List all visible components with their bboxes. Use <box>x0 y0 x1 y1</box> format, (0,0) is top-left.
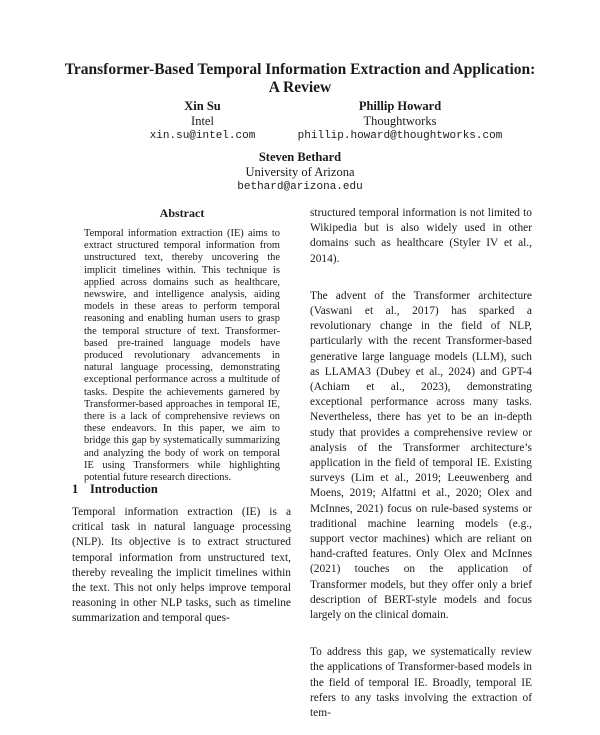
author-block-2 <box>280 99 520 144</box>
author-name: Phillip Howard <box>358 99 442 113</box>
abstract-heading: Abstract <box>159 206 205 220</box>
author-name: Xin Su <box>184 99 221 113</box>
author-block-3 <box>200 150 400 195</box>
author-email: phillip.howard@thoughtworks.com <box>297 130 503 142</box>
intro-paragraph: Temporal information extraction (IE) is a critical task in natural language processing (NLP). Its objective is to extract structured temporal information from unstructured text, thereby revealing the implicit timelines within the text. This not only helps improve temporal reasoning in other NLP tasks, such as timeline summarization and temporal ques- <box>72 506 291 625</box>
body-paragraph-3: To address this gap, we systematically review the applications of Transformer-based models in the field of temporal IE. Broadly, temporal IE refers to any tasks involving the extraction of tem- <box>310 646 532 720</box>
body-paragraph-2: The advent of the Transformer architecture (Vaswani et al., 2017) has sparked a revolutionary change in the field of NLP, particularly with the recent Transformer-based generative large language models (LLM), such as LLAMA3 (Dubey et al., 2024) and GPT-4 (Achiam et al., 2023), demonstrating exceptional performance across many tasks. Nevertheless, there has yet to be an in-depth study that provides a comprehensive review or analysis of the Transformer architecture’s application in the field of temporal IE. Existing surveys (Lim et al., 2019; Leeuwenberg and Moens, 2019; Alfattni et al., 2020; Olex and McInnes, 2021) focus on rule-based systems or traditional machine learning models (e.g., support vector machines) which are reliant on hand-crafted features. Only Olex and McInnes (2021) touches on the application of Transformer models, but they offer only a brief description of BERT-style models and focus largely on the clinical domain. <box>310 289 532 622</box>
author-affiliation: Thoughtworks <box>363 114 437 128</box>
introduction-section <box>72 482 291 641</box>
right-column <box>310 206 532 735</box>
author-name: Steven Bethard <box>258 150 342 164</box>
abstract-section <box>84 206 280 484</box>
body-paragraph-1: structured temporal information is not limited to Wikipedia but is also widely used in other domains such as healthcare (Styler IV et al., 2014). <box>310 207 532 265</box>
section-heading <box>72 482 291 497</box>
author-block-1 <box>130 99 275 144</box>
author-affiliation: Intel <box>191 114 214 128</box>
paper-title: Transformer-Based Temporal Information Extraction and Application: A Review <box>64 61 536 96</box>
section-title: Introduction <box>90 482 158 496</box>
author-affiliation: University of Arizona <box>245 165 355 179</box>
section-number: 1 <box>72 482 79 496</box>
author-email: xin.su@intel.com <box>149 130 256 142</box>
abstract-text: Temporal information extraction (IE) aims to extract structured temporal information from unstructured text, thereby uncovering the implicit timelines within. This technique is applied across domains such as healthcare, newswire, and intelligence analysis, aiding models in these areas to perform temporal reasoning and enabling human users to grasp the temporal structure of text. Transformer-based pre-trained language models have produced revolutionary advancements in natural language processing, demonstrating exceptional performance across a multitude of tasks. Despite the achievements garnered by Transformer-based approaches in temporal IE, there is a lack of comprehensive reviews on these endeavors. In this paper, we aim to bridge this gap by systematically summarizing and analyzing the body of work on temporal IE using Transformers while highlighting potential future research directions. <box>84 228 280 484</box>
author-email: bethard@arizona.edu <box>237 181 363 193</box>
